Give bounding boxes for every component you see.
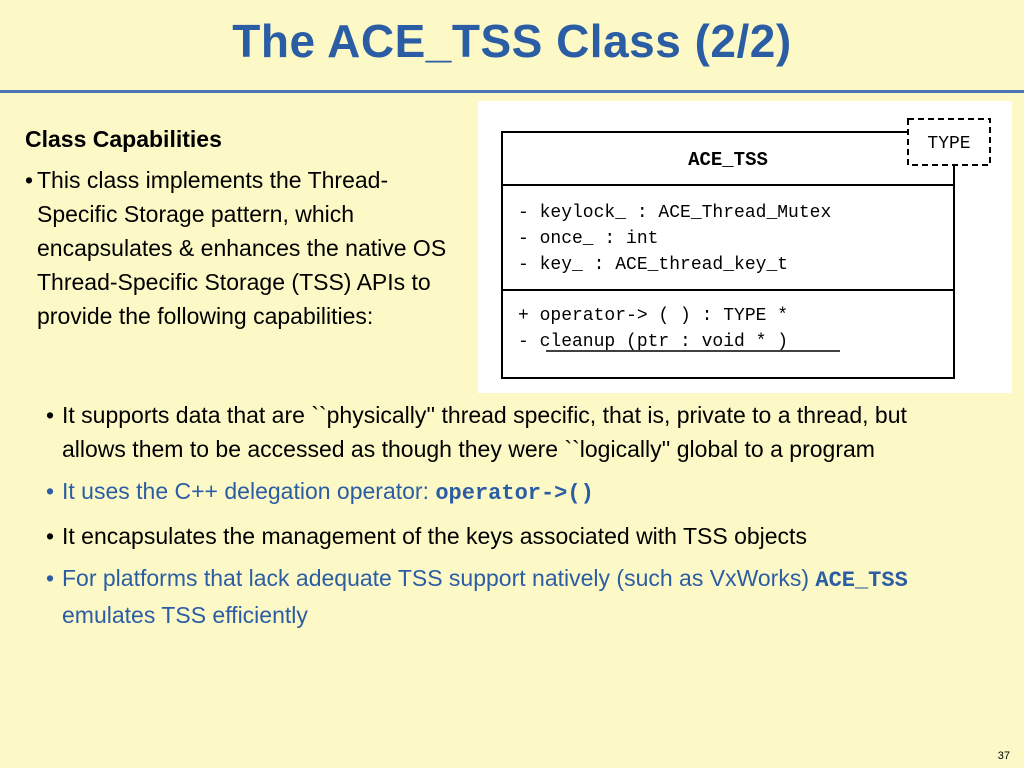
- bullet-text: It uses the C++ delegation operator:: [62, 478, 436, 504]
- list-item: [46, 561, 926, 632]
- bullet-text: It supports data that are ``physically'' thread specific, that is, private to a thread, but allows them to be accessed as though they were ``logically'' global to a program: [62, 402, 907, 462]
- list-item: [46, 398, 926, 466]
- section-heading: Class Capabilities: [25, 126, 222, 152]
- uml-svg: [478, 101, 1012, 393]
- bullet-mark: •: [46, 402, 55, 428]
- bullet-text: emulates TSS efficiently: [62, 602, 308, 628]
- title-divider: [0, 90, 1024, 93]
- template-param-label: TYPE: [927, 134, 971, 154]
- intro-bullet: [25, 163, 465, 333]
- operation-row: - cleanup (ptr : void * ): [518, 332, 789, 352]
- bullet-mark: •: [46, 565, 55, 591]
- code-snippet: ACE_TSS: [815, 568, 908, 593]
- attribute-row: - keylock_ : ACE_Thread_Mutex: [518, 203, 832, 223]
- bullet-text: For platforms that lack adequate TSS support natively (such as VxWorks): [62, 565, 816, 591]
- code-snippet: operator->(): [435, 481, 594, 506]
- bullet-text: It encapsulates the management of the keys associated with TSS objects: [62, 523, 807, 549]
- list-item: [46, 519, 926, 553]
- attribute-row: - once_ : int: [518, 229, 659, 249]
- attribute-row: - key_ : ACE_thread_key_t: [518, 255, 789, 275]
- list-item: [46, 474, 926, 511]
- operation-row: + operator-> ( ) : TYPE *: [518, 306, 789, 326]
- bullet-mark: •: [25, 167, 34, 193]
- class-name: ACE_TSS: [688, 149, 768, 171]
- intro-text: This class implements the Thread-Specific Storage pattern, which encapsulates & enhances the native OS Thread-Specific Storage (TSS) APIs to provide the following capabilities:: [37, 167, 447, 329]
- bullet-mark: •: [46, 478, 55, 504]
- slide-title: The ACE_TSS Class (2/2): [232, 15, 792, 67]
- uml-class-diagram: [478, 101, 1012, 393]
- page-number: 37: [997, 750, 1010, 762]
- capability-list: [46, 398, 926, 640]
- bullet-mark: •: [46, 523, 55, 549]
